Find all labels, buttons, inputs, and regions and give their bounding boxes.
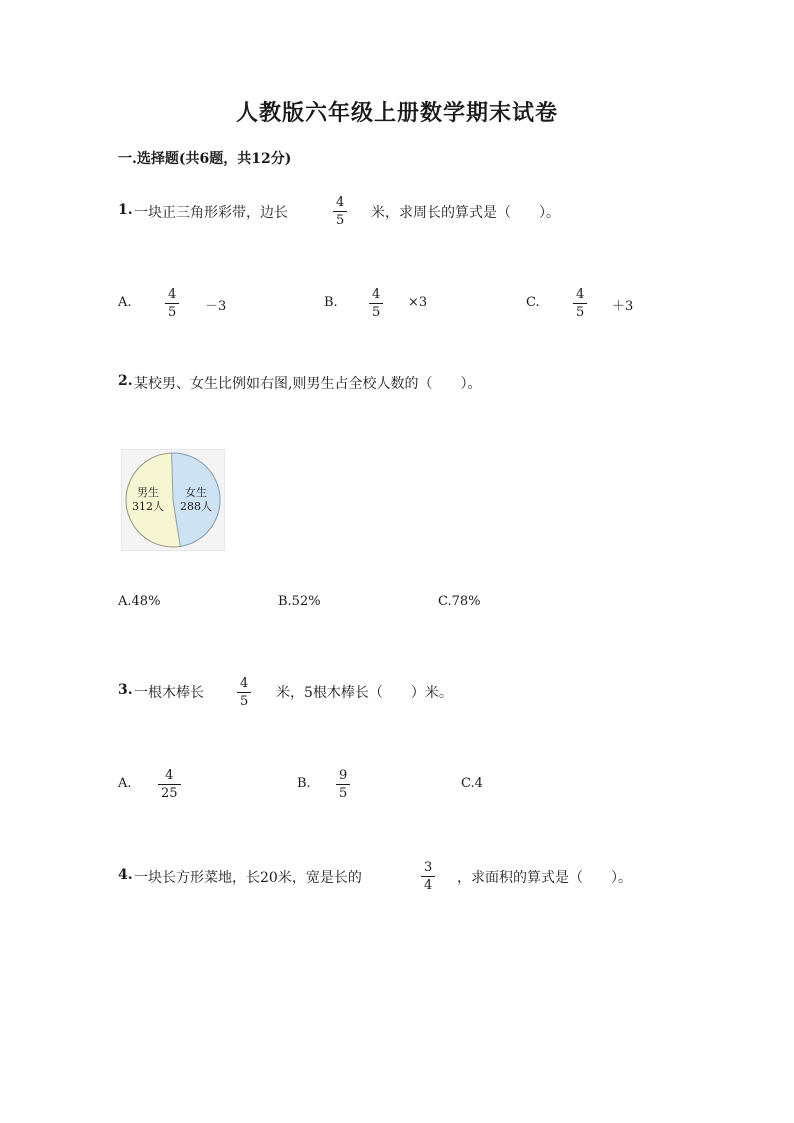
option-a-fraction — [165, 288, 179, 319]
numerator: 9 — [339, 768, 348, 783]
option-b: B.52% — [278, 594, 321, 609]
option-a-suffix: －3 — [205, 299, 227, 314]
question-number: 4. — [118, 867, 133, 883]
section-heading: 一.选择题(共6题，共12分) — [118, 151, 292, 167]
denominator: 25 — [158, 784, 181, 800]
numerator: 3 — [424, 860, 433, 875]
option-c: C.78% — [438, 594, 481, 609]
denominator: 5 — [165, 303, 179, 319]
page-title: 人教版六年级上册数学期末试卷 — [235, 100, 558, 126]
boys-value: 312人 — [132, 499, 164, 513]
option-a-fraction — [158, 769, 181, 800]
fraction — [333, 196, 347, 227]
numerator: 4 — [336, 195, 345, 210]
numerator: 4 — [372, 287, 381, 302]
question-text: ，求面积的算式是（ ）。 — [457, 870, 632, 886]
option-c: C.4 — [461, 776, 483, 791]
boys-label: 男生 — [137, 486, 159, 499]
numerator: 4 — [240, 676, 249, 691]
option-b-fraction — [369, 288, 383, 319]
pie-label-girls — [176, 486, 216, 514]
denominator: 4 — [421, 876, 435, 892]
question-text: 米，求周长的算式是（ ）。 — [371, 205, 560, 221]
numerator: 4 — [168, 287, 177, 302]
question-text: 一根木棒长 — [134, 685, 204, 701]
fraction — [237, 677, 251, 708]
option-c-label: C. — [526, 295, 540, 310]
pie-chart — [121, 449, 225, 551]
denominator: 5 — [336, 784, 350, 800]
pie-label-boys — [128, 486, 168, 514]
option-b-suffix: ×3 — [408, 295, 428, 310]
denominator: 5 — [237, 692, 251, 708]
girls-label: 女生 — [185, 486, 207, 499]
option-a-label: A. — [118, 776, 132, 791]
denominator: 5 — [573, 303, 587, 319]
denominator: 5 — [333, 211, 347, 227]
question-number: 1. — [118, 202, 133, 218]
option-c-fraction — [573, 288, 587, 319]
option-b-label: B. — [324, 295, 338, 310]
option-a: A.48% — [118, 594, 161, 609]
question-number: 2. — [118, 373, 133, 389]
question-text: 某校男、女生比例如右图,则男生占全校人数的（ ）。 — [134, 376, 482, 392]
question-text: 一块长方形菜地，长20米，宽是长的 — [134, 870, 362, 886]
option-c-suffix: ＋3 — [612, 299, 634, 314]
option-b-label: B. — [297, 776, 311, 791]
girls-value: 288人 — [180, 499, 212, 513]
question-number: 3. — [118, 682, 133, 698]
option-b-fraction — [336, 769, 350, 800]
numerator: 4 — [165, 768, 174, 783]
question-text: 一块正三角形彩带，边长 — [134, 205, 288, 221]
fraction — [421, 861, 435, 892]
question-text: 米，5根木棒长（ ）米。 — [276, 685, 453, 701]
option-a-label: A. — [118, 295, 132, 310]
numerator: 4 — [576, 287, 585, 302]
denominator: 5 — [369, 303, 383, 319]
